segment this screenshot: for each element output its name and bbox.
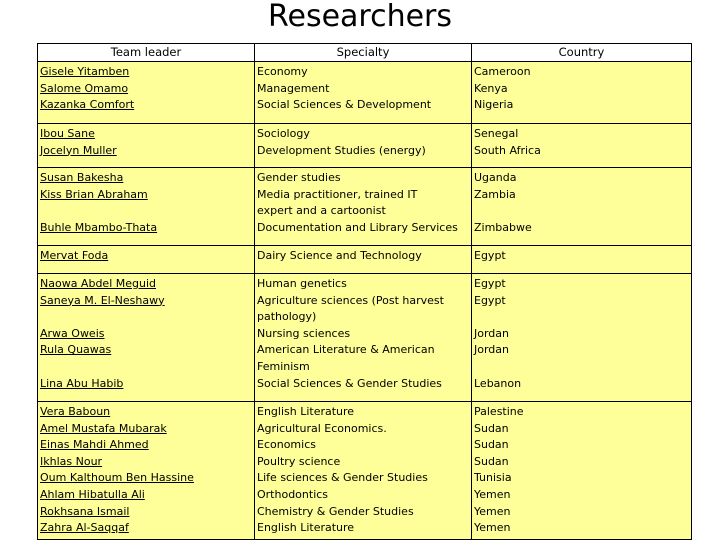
leader-name: Kazanka Comfort [40,98,135,112]
leader-name: Mervat Foda [40,249,109,262]
country-text: Sudan [474,454,509,468]
specialty-text: Social Sciences & Development [257,98,432,112]
specialty-text: Management [257,81,330,95]
country-cell [472,246,692,274]
leader-name: Jocelyn Muller [40,143,117,157]
leader-cell [38,62,255,124]
country-cell [472,62,692,124]
table-row [38,62,692,124]
specialty-text: American Literature & American [257,343,435,357]
specialty-cell [255,274,472,402]
country-text: Jordan [474,326,509,340]
leader-name: Vera Baboun [40,405,111,418]
specialty-text: Life sciences & Gender Studies [257,471,428,485]
leader-name: Rula Quawas [40,343,112,357]
leader-name: Einas Mahdi Ahmed [40,438,149,452]
country-text: Egypt [474,293,506,307]
leader-name: Ahlam Hibatulla Ali [40,487,145,501]
table-row [38,274,692,402]
leader-name: Susan Bakesha [40,171,124,184]
leader-name: Saneya M. El-Neshawy [40,293,165,307]
country-text: Cameroon [474,65,531,78]
specialty-text: Sociology [257,127,310,140]
leader-name: Naowa Abdel Meguid [40,277,156,290]
leader-name: Ikhlas Nour [40,454,103,468]
specialty-text: Chemistry & Gender Studies [257,504,414,518]
specialty-text: Media practitioner, trained IT [257,187,418,201]
researchers-table [37,43,692,540]
country-text: Kenya [474,81,508,95]
leader-name: Salome Omamo [40,81,129,95]
country-cell [472,124,692,168]
leader-name: Lina Abu Habib [40,376,124,390]
leader-cell [38,168,255,246]
specialty-text: Documentation and Library Services [257,220,458,234]
table-row [38,246,692,274]
country-text: Yemen [474,487,511,501]
specialty-text: Feminism [257,359,310,373]
specialty-text: Economics [257,438,316,452]
specialty-text: Nursing sciences [257,326,351,340]
country-cell [472,168,692,246]
table-row [38,402,692,540]
specialty-text: Gender studies [257,171,341,184]
country-text: Zimbabwe [474,220,532,234]
leader-cell [38,274,255,402]
country-text: South Africa [474,143,541,157]
leader-name: Ibou Sane [40,127,95,140]
country-cell [472,402,692,540]
leader-name: Zahra Al-Saqqaf [40,521,129,535]
table-row [38,168,692,246]
specialty-cell [255,124,472,168]
specialty-text: Agriculture sciences (Post harvest [257,293,444,307]
country-text: Sudan [474,438,509,452]
table-row [38,124,692,168]
specialty-text: Economy [257,65,308,78]
specialty-cell [255,402,472,540]
specialty-text: Human genetics [257,277,347,290]
specialty-text: Agricultural Economics. [257,421,387,435]
country-text: Yemen [474,504,511,518]
country-text: Lebanon [474,376,522,390]
page-title: Researchers [267,0,453,34]
header-specialty: Specialty [255,44,472,62]
leader-cell [38,402,255,540]
leader-name: Arwa Oweis [40,326,105,340]
country-text: Tunisia [474,471,512,485]
specialty-text: Orthodontics [257,487,329,501]
leader-cell [38,246,255,274]
country-cell [472,274,692,402]
specialty-text: English Literature [257,405,355,418]
specialty-text: Development Studies (energy) [257,143,426,157]
specialty-text: pathology) [257,310,317,324]
country-text: Egypt [474,277,506,290]
country-text: Nigeria [474,98,514,112]
specialty-cell [255,168,472,246]
specialty-text: Social Sciences & Gender Studies [257,376,442,390]
leader-name: Buhle Mbambo-Thata [40,220,158,234]
specialty-text: English Literature [257,521,355,535]
leader-name: Amel Mustafa Mubarak [40,421,167,435]
country-text: Jordan [474,343,509,357]
country-text: Egypt [474,249,506,262]
header-team-leader: Team leader [38,44,255,62]
leader-cell [38,124,255,168]
leader-name: Kiss Brian Abraham [40,187,148,201]
header-country: Country [472,44,692,62]
country-text: Senegal [474,127,519,140]
leader-name: Oum Kalthoum Ben Hassine [40,471,194,485]
specialty-text: Poultry science [257,454,341,468]
leader-name: Rokhsana Ismail [40,504,130,518]
specialty-text: expert and a cartoonist [257,204,386,218]
specialty-cell [255,62,472,124]
country-text: Yemen [474,521,511,535]
leader-name: Gisele Yitamben [40,65,130,78]
country-text: Palestine [474,405,524,418]
country-text: Sudan [474,421,509,435]
header-row [38,44,692,62]
specialty-text: Dairy Science and Technology [257,249,422,262]
country-text: Uganda [474,171,517,184]
country-text: Zambia [474,187,516,201]
specialty-cell [255,246,472,274]
